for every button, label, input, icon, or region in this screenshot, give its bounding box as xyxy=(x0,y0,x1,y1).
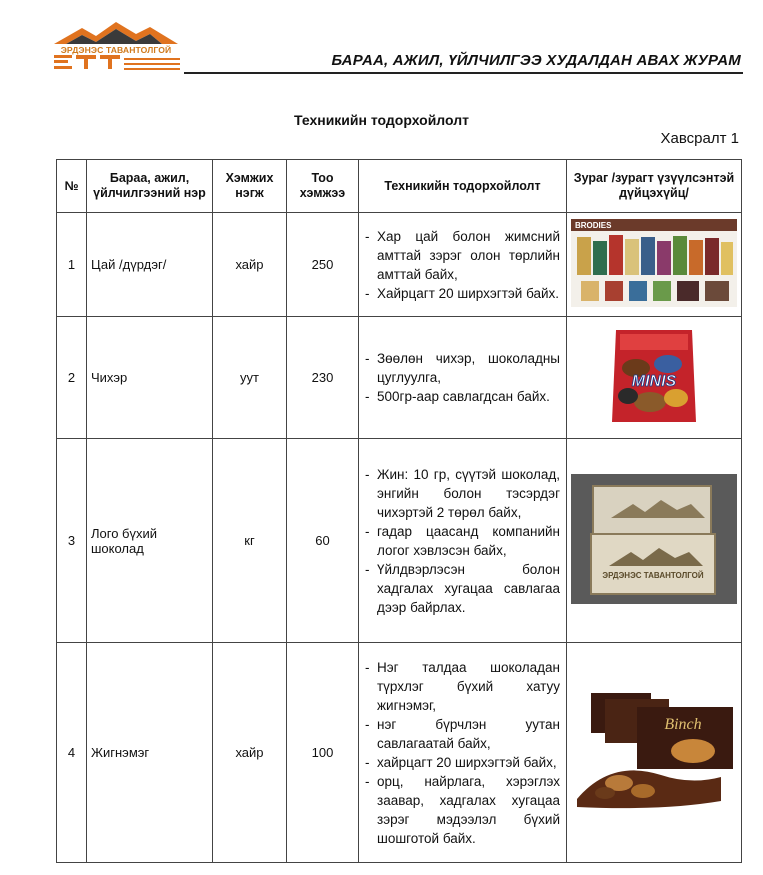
item-spec xyxy=(359,643,567,863)
spec-line: - орц, найрлага, хэрэглэх заавар, хадгалах хугацаа зэрэг мэдээлэл бүхий шошготой байх. xyxy=(365,772,560,848)
logo-stripes xyxy=(124,58,180,73)
spec-line: - хайрцагт 20 ширхэгтэй байх, xyxy=(365,753,560,772)
table-row xyxy=(57,213,742,317)
item-image-cell xyxy=(567,317,742,439)
spec-line: - 500гр-аар савлагдсан байх. xyxy=(365,387,560,406)
table-row xyxy=(57,643,742,863)
specification-table xyxy=(56,159,742,863)
spec-line: - Үйлдвэрлэсэн болон хадгалах хугацаа савлагаа дээр байрлах. xyxy=(365,560,560,617)
spec-line: - нэг бүрчлэн уутан савлагаатай байх, xyxy=(365,715,560,753)
item-image-cell xyxy=(567,213,742,317)
row-number: 4 xyxy=(57,643,87,863)
item-spec xyxy=(359,213,567,317)
biscuit-image xyxy=(571,689,737,813)
logo-text: ЭРДЭНЭС ТАВАНТОЛГОЙ xyxy=(60,45,172,55)
column-header-number: № xyxy=(57,160,87,213)
image-brand-label: Binch xyxy=(664,716,702,733)
annex-label: Хавсралт 1 xyxy=(660,130,739,147)
header-title: БАРАА, АЖИЛ, ҮЙЛЧИЛГЭЭ ХУДАЛДАН АВАХ ЖУРАМ xyxy=(331,52,741,69)
item-unit: уут xyxy=(213,317,287,439)
item-image-cell xyxy=(567,439,742,643)
item-name: Лого бүхий шоколад xyxy=(87,439,213,643)
item-spec xyxy=(359,439,567,643)
item-unit: хайр xyxy=(213,643,287,863)
column-header-quantity: Тоо хэмжээ xyxy=(287,160,359,213)
logo-chocolate-image xyxy=(571,474,737,604)
item-quantity: 230 xyxy=(287,317,359,439)
item-unit: кг xyxy=(213,439,287,643)
spec-line: - Жин: 10 гр, сүүтэй шоколад, энгийн болон тэсэрдэг чихэртэй 2 төрөл байх, xyxy=(365,465,560,522)
header-divider xyxy=(184,72,743,74)
spec-line: - Зөөлөн чихэр, шоколадны цуглуулга, xyxy=(365,349,560,387)
image-brand-label: BRODIES xyxy=(575,221,612,230)
company-logo xyxy=(52,22,180,74)
row-number: 1 xyxy=(57,213,87,317)
spec-line: - Хайрцагт 20 ширхэгтэй байх. xyxy=(365,284,560,303)
table-row xyxy=(57,317,742,439)
item-quantity: 60 xyxy=(287,439,359,643)
column-header-spec: Техникийн тодорхойлолт xyxy=(359,160,567,213)
logo-ett-mark xyxy=(54,55,124,71)
item-unit: хайр xyxy=(213,213,287,317)
row-number: 2 xyxy=(57,317,87,439)
spec-line: - гадар цаасанд компанийн логог хэвлэсэн байх, xyxy=(365,522,560,560)
item-name: Жигнэмэг xyxy=(87,643,213,863)
column-header-image: Зураг /зурагт үзүүлсэнтэй дүйцэхүйц/ xyxy=(567,160,742,213)
table-row xyxy=(57,439,742,643)
item-name: Цай /дүрдэг/ xyxy=(87,213,213,317)
item-quantity: 100 xyxy=(287,643,359,863)
tea-product-image xyxy=(571,219,737,307)
column-header-unit: Хэмжих нэгж xyxy=(213,160,287,213)
item-image-cell xyxy=(567,643,742,863)
page-header xyxy=(0,0,763,80)
document-title: Техникийн тодорхойлолт xyxy=(294,112,469,128)
item-quantity: 250 xyxy=(287,213,359,317)
candy-bag-image xyxy=(606,324,702,428)
spec-line: - Нэг талдаа шоколадан түрхлэг бүхий хатуу жигнэмэг, xyxy=(365,658,560,715)
row-number: 3 xyxy=(57,439,87,643)
item-spec xyxy=(359,317,567,439)
table-header-row xyxy=(57,160,742,213)
image-brand-label: MINIS xyxy=(631,373,677,390)
spec-line: - Хар цай болон жимсний амттай зэрэг олон төрлийн амттай байх, xyxy=(365,227,560,284)
image-brand-label: ЭРДЭНЭС ТАВАНТОЛГОЙ xyxy=(602,571,704,580)
column-header-name: Бараа, ажил, үйлчилгээний нэр xyxy=(87,160,213,213)
item-name: Чихэр xyxy=(87,317,213,439)
